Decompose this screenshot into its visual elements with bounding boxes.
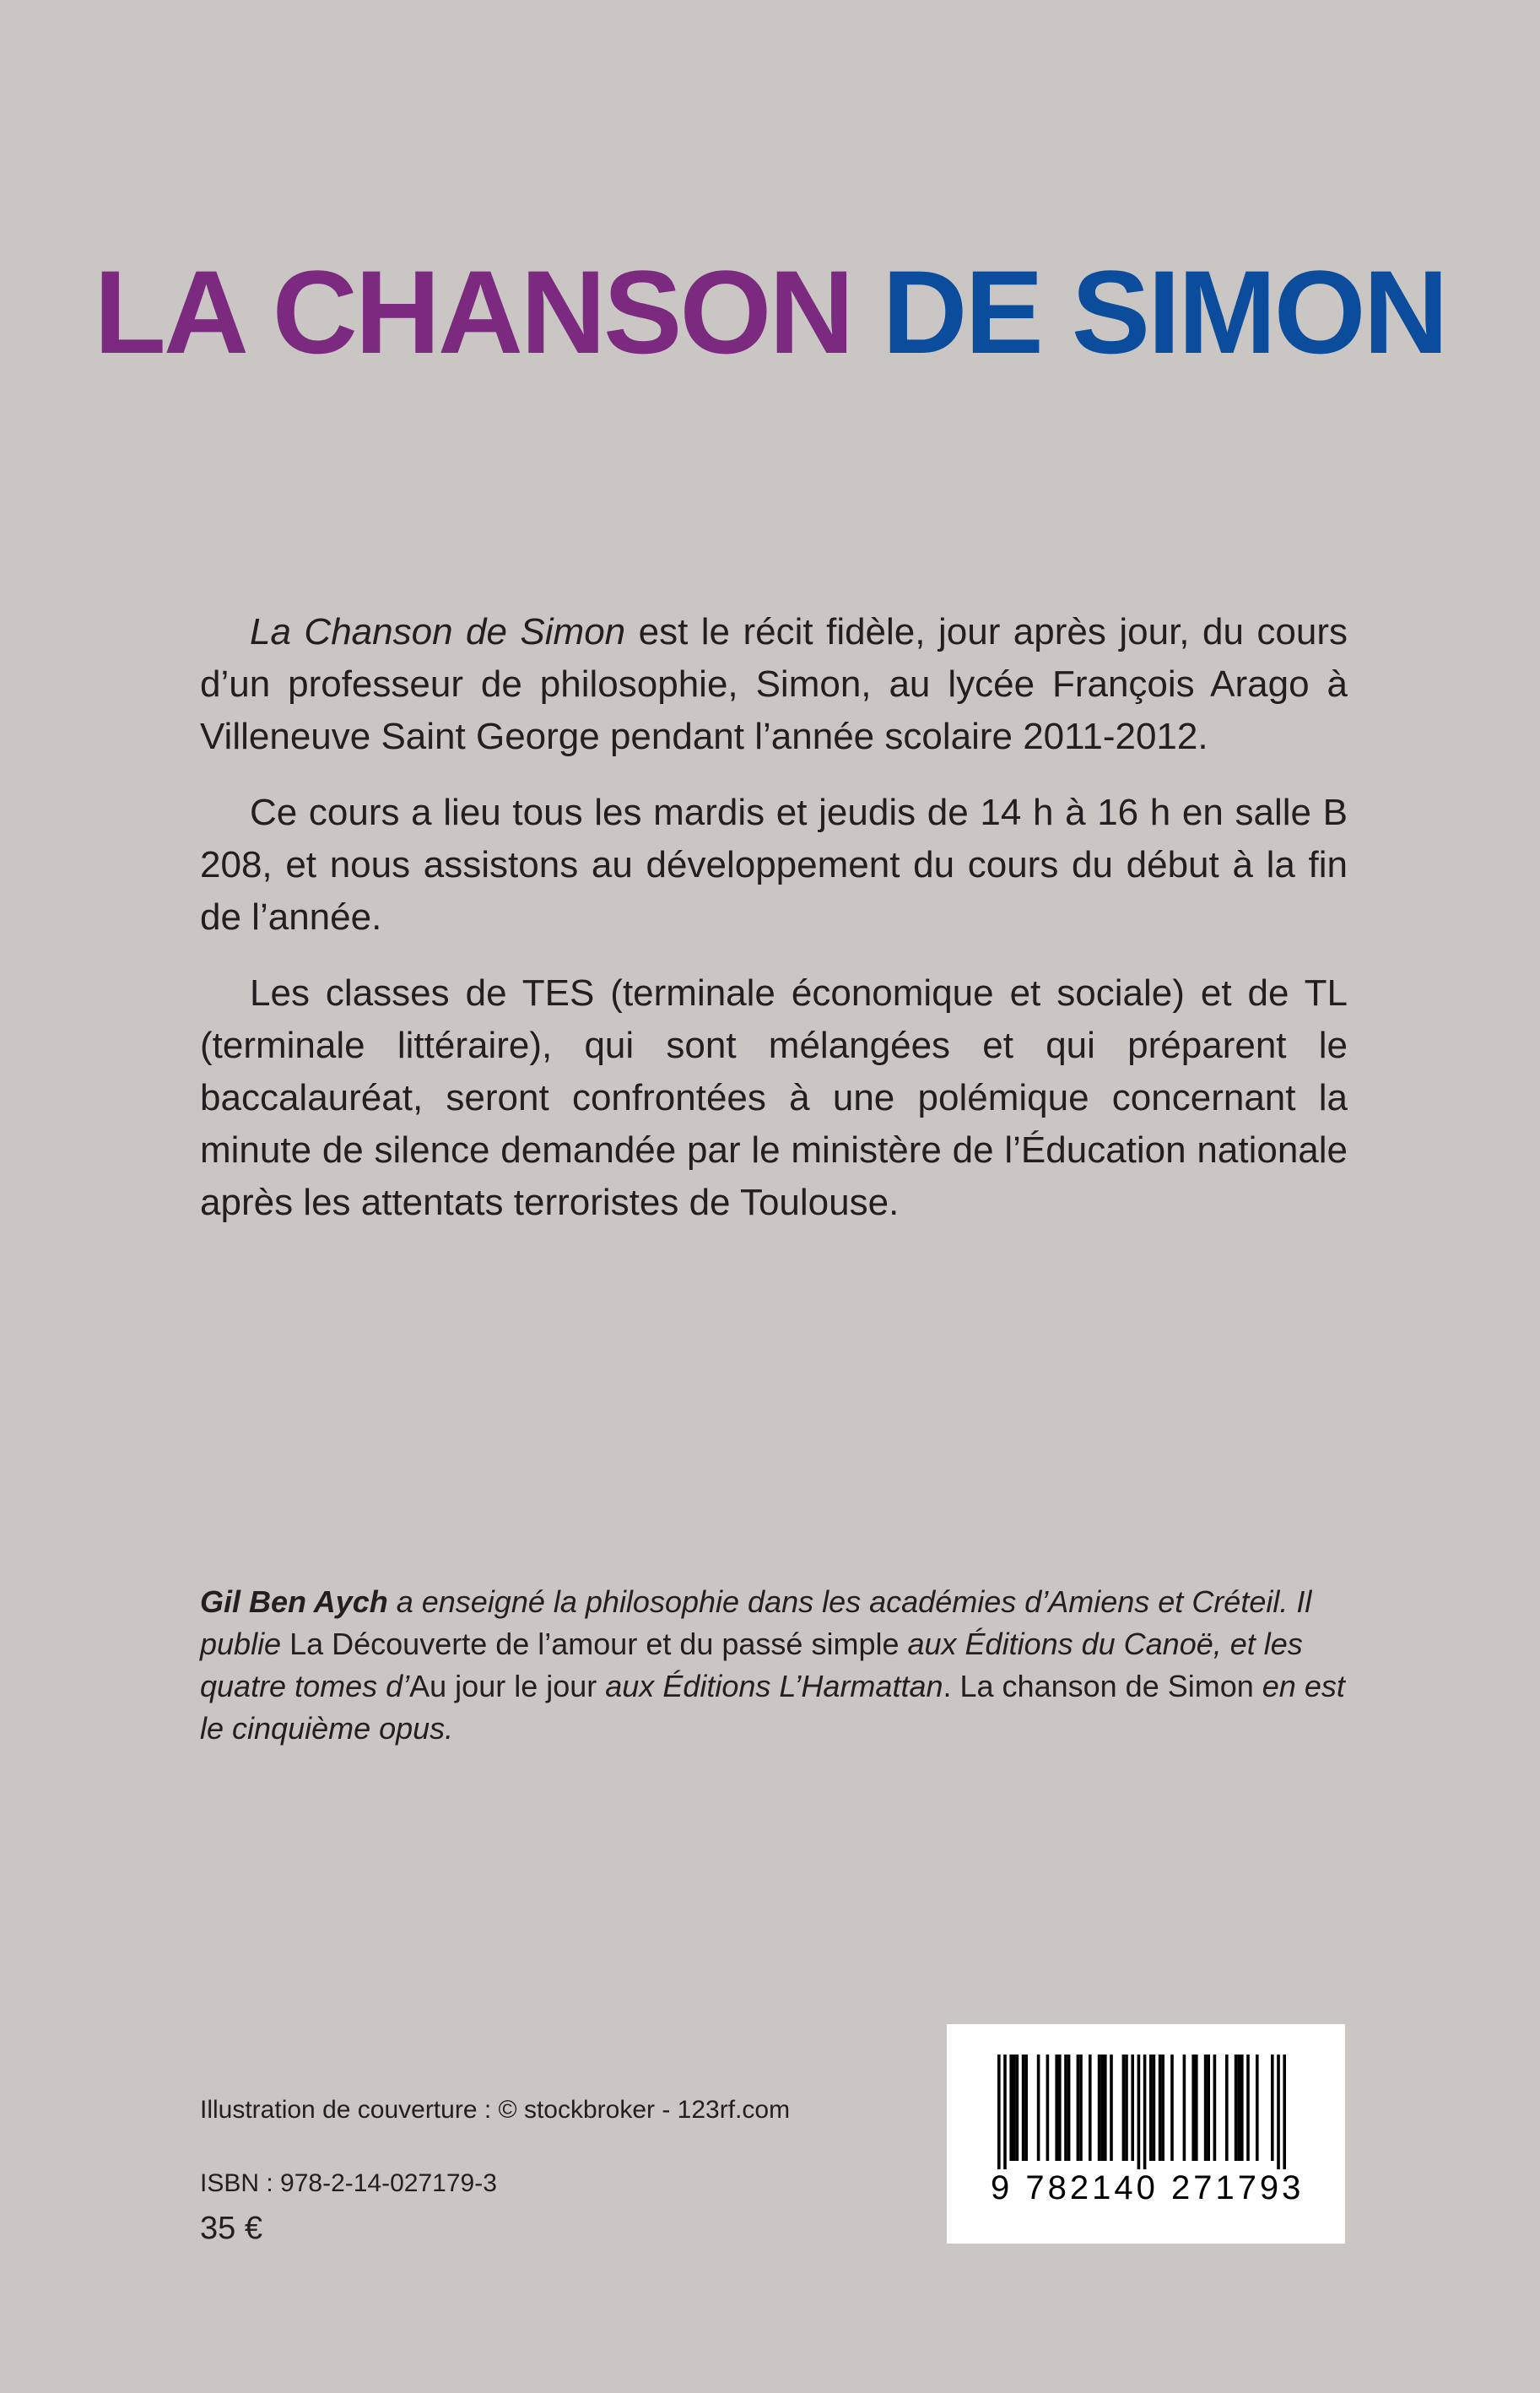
barcode-bar [1207, 2055, 1210, 2161]
barcode [947, 2024, 1345, 2244]
barcode-bar [1100, 2055, 1104, 2161]
bio-text-1: a enseigné la philosophie dans les académies d’Amiens et Créteil. Il publie [200, 1584, 1312, 1661]
barcode-bar [1149, 2055, 1153, 2161]
book-title [0, 246, 1540, 378]
barcode-bar [1079, 2055, 1083, 2161]
barcode-bar [1225, 2055, 1229, 2161]
summary [200, 606, 1348, 1229]
bio-book-1: La Découverte de l’amour et du passé simple [289, 1627, 900, 1661]
barcode-bar [1277, 2055, 1280, 2169]
barcode-bar [1143, 2055, 1147, 2169]
barcode-digits: 9 782140 271793 [991, 2169, 1305, 2206]
summary-p1-text: est le récit fidèle, jour après jour, du cours d’un professeur de philosophie, Simon, au lycée François Arago à Villeneuve Saint George pendant l’année scolaire 2011-2012. [200, 611, 1348, 757]
barcode-bar [1131, 2055, 1134, 2161]
summary-paragraph-3: Les classes de TES (terminale économique et sociale) et de TL (terminale littéraire), qui sont mélangées et qui préparent le baccalauréat, seront confrontées à une polémique concernant la minute de silence demandée par le ministère de l’Éducation nationale après les attentats terroristes de Toulouse. [200, 972, 1348, 1223]
barcode-bar [1125, 2055, 1128, 2161]
barcode-bar [1058, 2055, 1062, 2161]
bio-text-3: aux Éditions L’Harmattan [597, 1669, 943, 1703]
barcode-bar [1046, 2055, 1050, 2161]
barcode-bar [1067, 2055, 1071, 2161]
barcode-bar [1204, 2055, 1208, 2161]
title-part-1: LA CHANSON [94, 246, 852, 378]
barcode-bar [1246, 2055, 1250, 2161]
bio-text-2: aux Éditions du Canoë, et les quatre tomes d’ [200, 1627, 1303, 1703]
summary-paragraph-1 [200, 606, 1348, 763]
barcode-bar [997, 2055, 1001, 2169]
price: 35 € [200, 2211, 262, 2246]
barcode-bar [1237, 2055, 1240, 2161]
barcode-bar [1003, 2055, 1007, 2169]
barcode-bar [1283, 2055, 1286, 2169]
barcode-bar [1055, 2055, 1058, 2161]
author-name: Gil Ben Aych [200, 1584, 388, 1619]
barcode-bar [1022, 2055, 1025, 2161]
barcode-bar [1256, 2055, 1259, 2161]
bio-book-3: La chanson de Simon [959, 1669, 1254, 1703]
barcode-bar [1213, 2055, 1217, 2161]
summary-paragraph-2: Ce cours a lieu tous les mardis et jeudis de 14 h à 16 h en salle B 208, et nous assistons au développement du cours du début à la fin de l’année. [200, 792, 1348, 938]
barcode-bar [1122, 2055, 1126, 2161]
author-bio [200, 1581, 1348, 1750]
barcode-bar [1013, 2055, 1016, 2161]
cover-credit: Illustration de couverture : © stockbroker - 123rf.com [200, 2096, 791, 2124]
barcode-bar [1104, 2055, 1107, 2161]
barcode-bar [1077, 2055, 1080, 2161]
barcode-bar [1137, 2055, 1141, 2169]
bio-text-4: . [943, 1669, 960, 1703]
bio-text-5: en est le cinquième opus. [200, 1669, 1345, 1746]
title-part-2: DE SIMON [882, 246, 1446, 378]
barcode-bar [1016, 2055, 1019, 2161]
barcode-bar [1161, 2055, 1164, 2161]
barcode-bars [997, 2055, 1301, 2169]
barcode-bar [1195, 2055, 1198, 2161]
barcode-bar [1024, 2055, 1028, 2161]
summary-book-title: La Chanson de Simon [250, 611, 626, 652]
barcode-bar [1089, 2055, 1092, 2161]
isbn: ISBN : 978-2-14-027179-3 [200, 2169, 497, 2197]
barcode-bar [1098, 2055, 1101, 2161]
barcode-bar [1159, 2055, 1162, 2161]
barcode-bar [1153, 2055, 1156, 2161]
barcode-bar [1009, 2055, 1013, 2161]
barcode-bar [1191, 2055, 1195, 2161]
barcode-bar [1271, 2055, 1274, 2161]
barcode-bar [1037, 2055, 1040, 2161]
barcode-bar [1183, 2055, 1186, 2161]
barcode-bar [1064, 2055, 1067, 2161]
barcode-bar [1170, 2055, 1174, 2161]
bio-book-2: Au jour le jour [409, 1669, 597, 1703]
barcode-bar [1110, 2055, 1113, 2161]
barcode-bar [1235, 2055, 1238, 2161]
barcode-bar [1240, 2055, 1244, 2161]
